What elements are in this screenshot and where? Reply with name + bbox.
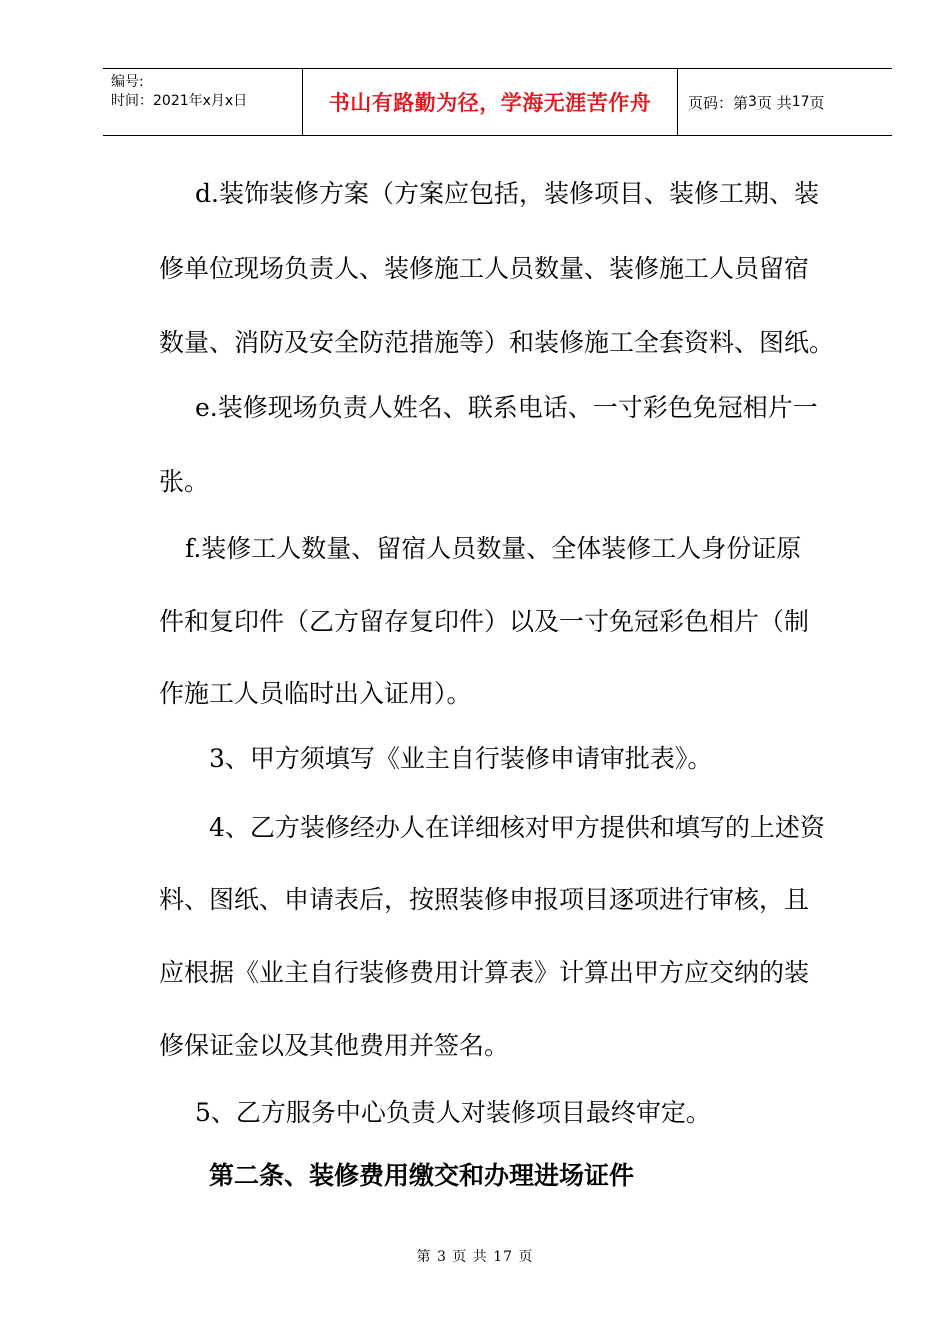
paragraph-line: 数量、消防及安全防范措施等）和装修施工全套资料、图纸。: [159, 328, 835, 357]
paragraph-line: 件和复印件（乙方留存复印件）以及一寸免冠彩色相片（制: [159, 607, 810, 636]
header-meta: [103, 69, 303, 135]
page-end: 页: [809, 93, 825, 112]
paragraph-line: 张。: [159, 467, 210, 496]
header-page-info: [678, 69, 892, 135]
paragraph-line: 作施工人员临时出入证用）。: [159, 679, 472, 708]
page-label: 页码：第: [688, 93, 749, 112]
paragraph-line: 3、甲方须填写《业主自行装修申请审批表》。: [209, 744, 713, 773]
page-mid: 页 共: [756, 93, 792, 112]
time-label: 时间：2021年x月x日: [111, 93, 248, 109]
paragraph-line: 4、乙方装修经办人在详细核对甲方提供和填写的上述资: [209, 813, 825, 842]
page-current: 3: [748, 94, 757, 110]
paragraph-line: e.装修现场负责人姓名、联系电话、一寸彩色免冠相片一: [195, 393, 818, 422]
paragraph-line: 修单位现场负责人、装修施工人员数量、装修施工人员留宿: [159, 254, 810, 283]
paragraph-line: d.装饰装修方案（方案应包括，装修项目、装修工期、装: [195, 179, 819, 208]
paragraph-line: 修保证金以及其他费用并签名。: [159, 1031, 510, 1060]
header-motto: 书山有路勤为径，学海无涯苦作舟: [303, 69, 678, 135]
page-header: [103, 68, 892, 136]
number-label: 编号:: [111, 74, 144, 90]
page-footer: 第 3 页 共 17 页: [416, 1249, 534, 1265]
page-total: 17: [791, 94, 810, 110]
section-heading: 第二条、装修费用缴交和办理进场证件: [209, 1161, 635, 1190]
paragraph-line: 应根据《业主自行装修费用计算表》计算出甲方应交纳的装: [159, 958, 810, 987]
paragraph-line: 料、图纸、申请表后，按照装修申报项目逐项进行审核，且: [159, 885, 810, 914]
paragraph-line: 5、乙方服务中心负责人对装修项目最终审定。: [195, 1098, 711, 1127]
paragraph-line: f.装修工人数量、留宿人员数量、全体装修工人身份证原: [185, 534, 802, 563]
